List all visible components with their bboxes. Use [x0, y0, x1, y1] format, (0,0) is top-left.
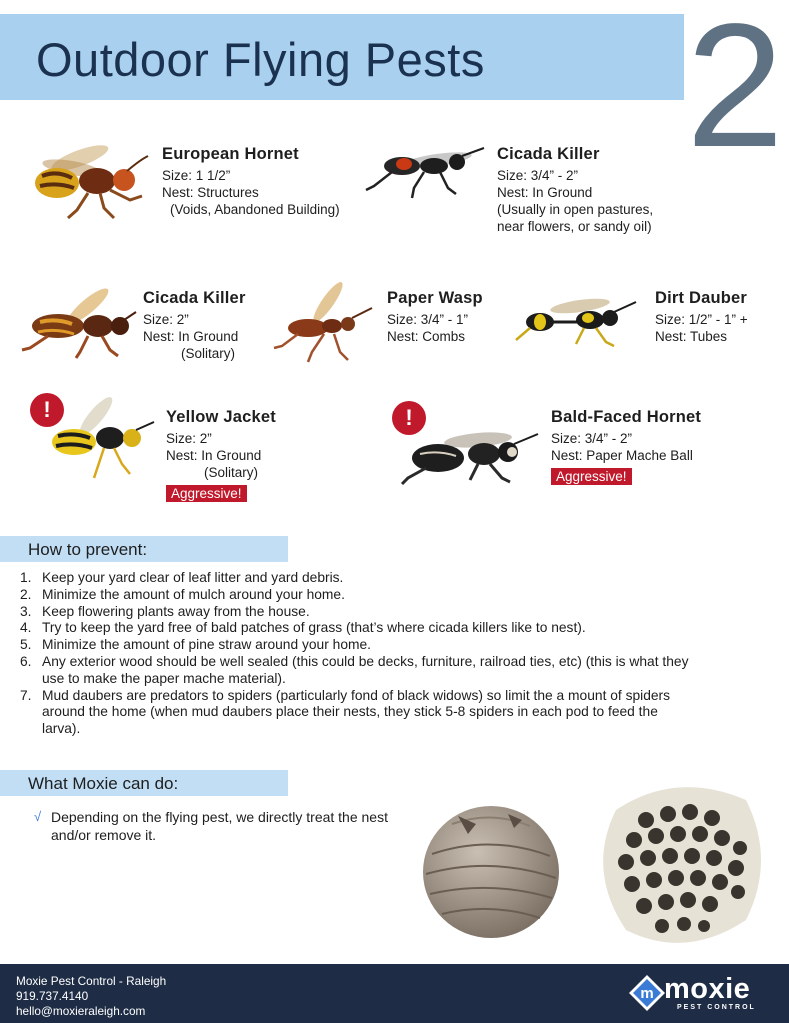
pest-size: Size: 3/4” - 2”	[551, 431, 633, 446]
yellow-jacket-icon	[44, 394, 160, 484]
dirt-dauber-icon	[510, 292, 650, 352]
pest-nest: Nest: In Ground	[166, 448, 262, 463]
pest-note: (Voids, Abandoned Building)	[170, 202, 340, 217]
list-item: 2. Minimize the amount of mulch around your home.	[20, 586, 345, 602]
european-hornet-icon	[22, 138, 157, 223]
pest-nest: Nest: Paper Mache Ball	[551, 448, 693, 463]
cicada-killer-icon	[362, 142, 492, 202]
pest-note: (Solitary)	[204, 465, 259, 480]
pest-name: Cicada Killer	[497, 145, 600, 163]
check-icon: √	[34, 809, 42, 824]
pest-name: Dirt Dauber	[655, 289, 748, 307]
pest-name: Bald-Faced Hornet	[551, 408, 702, 426]
list-item: 7. Mud daubers are predators to spiders (particularly fond of black widows) so limit the a mount of spiders around the home (when mud daubers place their nests, they stick 5-8 spiders in each pod to feed the larva).	[20, 687, 671, 737]
pest-size: Size: 3/4” - 1”	[387, 312, 469, 327]
aggressive-badge: Aggressive!	[551, 468, 632, 485]
pest-nest: Nest: Combs	[387, 329, 466, 344]
moxie-service	[34, 808, 414, 844]
pest-nest: Nest: In Ground	[497, 185, 593, 200]
pest-nest: Nest: Structures	[162, 185, 259, 200]
logo-letter: m	[640, 985, 654, 1002]
moxie-logo-icon	[628, 974, 666, 1012]
moxie-service-text: Depending on the flying pest, we directly treat the nest and/or remove it.	[51, 809, 388, 843]
cicada-killer-icon	[18, 282, 140, 362]
prevent-heading: How to prevent:	[28, 540, 148, 559]
aggressive-badge: Aggressive!	[166, 485, 247, 502]
alert-icon: !	[392, 401, 426, 435]
list-item: 5. Minimize the amount of pine straw around your home.	[20, 637, 371, 653]
pest-card	[162, 145, 340, 218]
moxie-logo-tagline: PEST CONTROL	[677, 1004, 756, 1011]
alert-icon: !	[30, 393, 64, 427]
pest-nest: Nest: Tubes	[655, 329, 728, 344]
pest-note: near flowers, or sandy oil)	[497, 219, 652, 234]
page-title: Outdoor Flying Pests	[36, 33, 485, 86]
pest-size: Size: 3/4” - 2”	[497, 168, 579, 183]
pest-size: Size: 2”	[143, 312, 189, 327]
pest-card	[387, 289, 483, 345]
list-item: 6. Any exterior wood should be well sealed (this could be decks, furniture, railroad ties, etc) (this is what they use to make the paper mache material).	[20, 653, 689, 686]
list-item: 1. Keep your yard clear of leaf litter and yard debris.	[20, 570, 344, 585]
pest-name: Cicada Killer	[143, 289, 246, 307]
pest-size: Size: 2”	[166, 431, 212, 446]
moxie-logo-word: moxie	[664, 973, 751, 1005]
pest-card	[551, 408, 701, 486]
pest-name: Paper Wasp	[387, 289, 483, 307]
prevent-list	[20, 570, 780, 738]
pest-note: (Solitary)	[181, 346, 236, 361]
pest-size: Size: 1/2” - 1” +	[655, 312, 748, 327]
pest-nest: Nest: In Ground	[143, 329, 239, 344]
pest-name: European Hornet	[162, 145, 299, 163]
pest-card	[166, 408, 276, 503]
footer-email[interactable]: hello@moxieraleigh.com	[16, 1004, 146, 1018]
page-number: 2	[686, 0, 784, 184]
bald-faced-hornet-icon	[398, 424, 548, 490]
moxie-heading: What Moxie can do:	[28, 774, 179, 793]
pest-name: Yellow Jacket	[166, 408, 276, 426]
pest-card	[497, 145, 653, 235]
pest-note: (Usually in open pastures,	[497, 202, 654, 217]
pest-card	[143, 289, 246, 362]
paper-nest-ball-icon	[418, 794, 564, 942]
paper-wasp-icon	[268, 282, 380, 366]
pest-card	[655, 289, 748, 345]
footer-phone[interactable]: 919.737.4140	[16, 989, 89, 1003]
list-item: 3. Keep flowering plants away from the house.	[20, 603, 310, 619]
footer-company: Moxie Pest Control - Raleigh	[16, 974, 167, 988]
pest-size: Size: 1 1/2”	[162, 168, 231, 183]
list-item: 4. Try to keep the yard free of bald patches of grass (that’s where cicada killers like to nest).	[20, 620, 586, 636]
honeycomb-nest-icon	[586, 770, 772, 956]
